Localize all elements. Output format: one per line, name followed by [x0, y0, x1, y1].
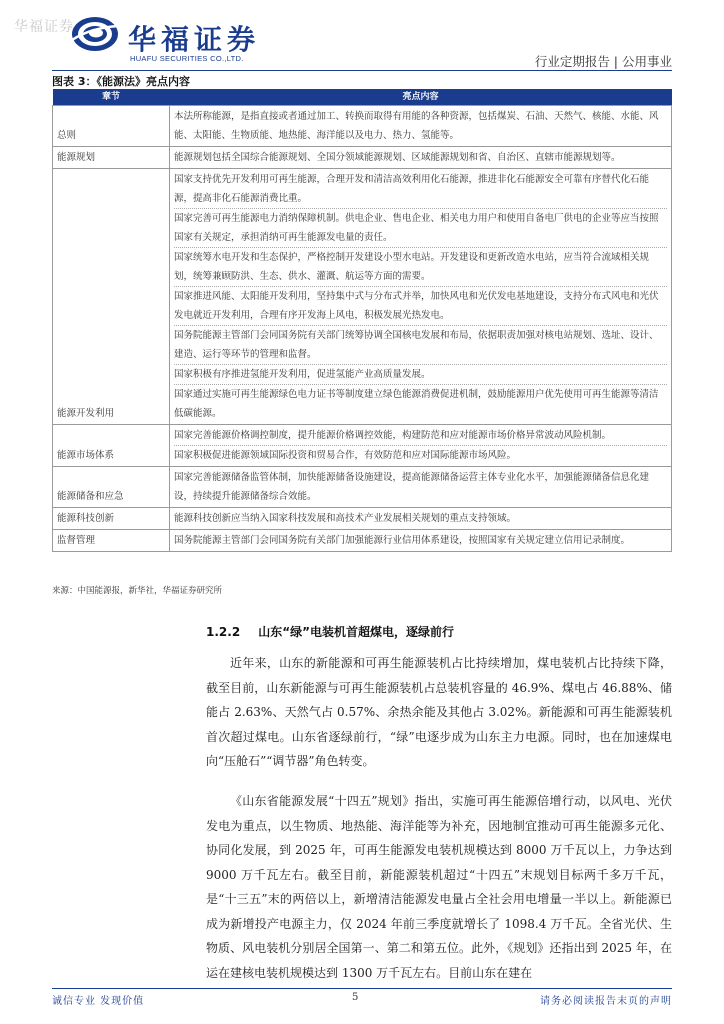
section-cell: 能源开发利用	[53, 169, 170, 425]
content-item: 国家统筹水电开发和生态保护，严格控制开发建设小型水电站。开发建设和更新改造水电站，应当符合流域相关规划，统筹兼顾防洪、生态、供水、灌溉、航运等方面的需要。	[174, 248, 667, 287]
body-paragraph: 《山东省能源发展“十四五”规划》指出，实施可再生能源倍增行动，以风电、光伏发电为重点，以生物质、地热能、海洋能等为补充，因地制宜推动可再生能源多元化、协同化发展，到 2025 年，可再生能源发电装机规模达到 8000 万千瓦以上，力争达到 9000 万千瓦左右。截至目前，新能源装机超过“十四五”末规划目标两千多万千瓦，是“十三五”末的两倍以上，新增清洁能源发电量占全社会用电增量一半以上。新能源已成为新增投产电源主力，仅 2024 年前三季度就增长了 1098.4 万千瓦。全省光伏、生物质、风电装机分别居全国第一、第二和第五位。此外，《规划》还指出到 2025 年，在运在建核电装机规模达到 1300 万千瓦左右。目前山东在建在	[206, 794, 672, 980]
content-cell	[170, 530, 672, 552]
table-row	[53, 467, 672, 508]
table-row	[53, 147, 672, 169]
content-item: 国家积极促进能源领域国际投资和贸易合作，有效防范和应对国际能源市场风险。	[174, 450, 517, 461]
page-header	[52, 10, 672, 70]
content-item: 国务院能源主管部门会同国务院有关部门加强能源行业信用体系建设，按照国家有关规定建立信用记录制度。	[174, 535, 631, 546]
table-row	[53, 106, 672, 147]
content-cell	[170, 169, 672, 425]
content-item: 能源科技创新应当纳入国家科技发展和高技术产业发展相关规划的重点支持领域。	[174, 513, 517, 524]
content-item: 国家通过实施可再生能源绿色电力证书等制度建立绿色能源消费促进机制，鼓励能源用户优先使用可再生能源等清洁低碳能源。	[174, 389, 659, 419]
brand-name-cn: 华福证券	[128, 23, 261, 56]
content-item: 本法所称能源，是指直接或者通过加工、转换而取得有用能的各种资源，包括煤炭、石油、天然气、核能、水能、风能、太阳能、生物质能、地热能、海洋能以及电力、热力、氢能等。	[174, 111, 659, 141]
section-cell: 能源储备和应急	[53, 467, 170, 508]
content-item: 国家完善能源价格调控制度，提升能源价格调控效能，构建防范和应对能源市场价格异常波动风险机制。	[174, 426, 667, 446]
figure-title: 图表 3：《能源法》亮点内容	[52, 75, 190, 88]
content-cell	[170, 425, 672, 467]
table-row	[53, 508, 672, 530]
content-cell	[170, 106, 672, 147]
content-item: 国务院能源主管部门会同国务院有关部门统筹协调全国核电发展和布局，依据职责加强对核电站规划、选址、设计、建造、运行等环节的管理和监督。	[174, 326, 667, 365]
content-cell	[170, 467, 672, 508]
table-row	[53, 530, 672, 552]
section-cell: 监督管理	[53, 530, 170, 552]
content-item: 国家完善能源储备监管体制，加快能源储备设施建设，提高能源储备运营主体专业化水平，加强能源储备信息化建设，持续提升能源储备综合效能。	[174, 472, 650, 502]
report-type: 行业定期报告 | 公用事业	[534, 54, 672, 69]
footer-disclaimer: 请务必阅读报告末页的声明	[540, 996, 672, 1007]
section-title: 山东“绿”电装机首超煤电，逐绿前行	[258, 625, 454, 639]
content-cell	[170, 508, 672, 530]
content-item: 国家推进风能、太阳能开发利用，坚持集中式与分布式并举，加快风电和光伏发电基地建设，支持分布式风电和光伏发电就近开发利用，合理有序开发海上风电，积极发展光热发电。	[174, 287, 667, 326]
watermark: 华福证券	[14, 19, 74, 35]
brand-name-en: HUAFU SECURITIES CO.,LTD.	[130, 54, 244, 63]
body-paragraph: 近年来，山东的新能源和可再生能源装机占比持续增加，煤电装机占比持续下降，截至目前，山东新能源与可再生能源装机占总装机容量的 46.9%、煤电占 46.88%、储能占 2.63%、天然气占 0.57%、余热余能及其他占 3.02%。新能源和可再生能源装机首次超过煤电。山东省逐绿前行，“绿”电逐步成为山东主力电源。同时，也在加速煤电向“压舱石”“调节器”角色转变。	[206, 656, 672, 768]
content-item: 能源规划包括全国综合能源规划、全国分领域能源规划、区域能源规划和省、自治区、直辖市能源规划等。	[174, 152, 621, 163]
content-cell	[170, 147, 672, 169]
content-item: 国家支持优先开发利用可再生能源，合理开发和清洁高效利用化石能源，推进非化石能源安全可靠有序替代化石能源，提高非化石能源消费比重。	[174, 170, 667, 209]
header-divider	[52, 70, 672, 71]
footer-divider	[52, 988, 672, 989]
column-header-highlights: 亮点内容	[170, 89, 672, 106]
section-number: 1.2.2	[206, 625, 241, 639]
section-heading	[206, 623, 454, 640]
huafu-logo-icon	[70, 14, 120, 54]
footer-slogan: 诚信专业 发现价值	[52, 996, 145, 1007]
content-item: 国家积极有序推进氢能开发利用，促进氢能产业高质量发展。	[174, 365, 667, 385]
highlights-table	[52, 89, 672, 552]
table-row	[53, 425, 672, 467]
table-header-row	[53, 89, 672, 106]
section-cell: 能源市场体系	[53, 425, 170, 467]
section-cell: 能源科技创新	[53, 508, 170, 530]
column-header-section: 章节	[53, 89, 170, 106]
table-row	[53, 169, 672, 425]
page-number: 5	[352, 992, 359, 1003]
section-cell: 能源规划	[53, 147, 170, 169]
figure-source: 来源：中国能源报，新华社，华福证券研究所	[52, 586, 223, 596]
content-item: 国家完善可再生能源电力消纳保障机制。供电企业、售电企业、相关电力用户和使用自备电厂供电的企业等应当按照国家有关规定，承担消纳可再生能源发电量的责任。	[174, 209, 667, 248]
section-cell: 总则	[53, 106, 170, 147]
